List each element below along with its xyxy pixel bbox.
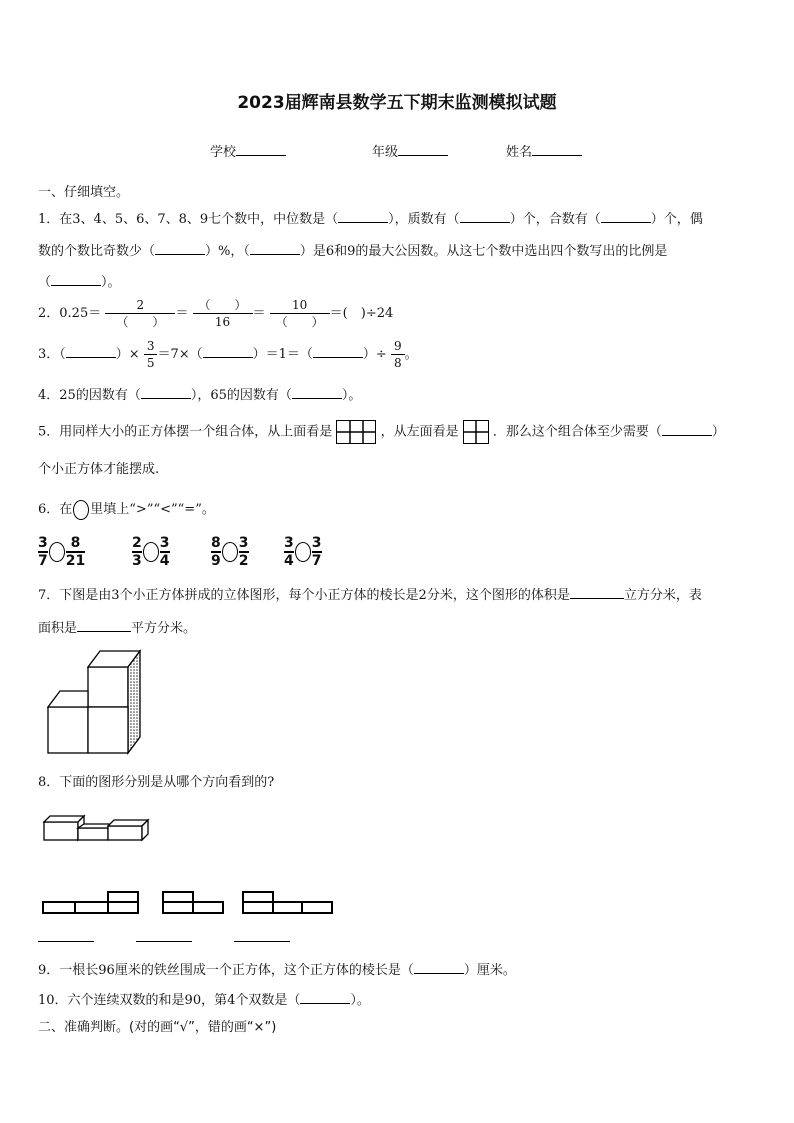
- question-7-line-2: 面积是 平方分米。: [38, 617, 196, 636]
- question-1-line-1: 1．在3、4、5、6、7、8、9七个数中，中位数是（ ），质数有（ ）个，合数有（ ）个，偶: [38, 212, 703, 227]
- question-9: 9．一根长96厘米的铁丝围成一个正方体，这个正方体的棱长是（ ）厘米。: [38, 963, 516, 978]
- answer-blank[interactable]: [77, 618, 131, 632]
- compare-circle[interactable]: [49, 542, 65, 562]
- cube-row-figure: [42, 812, 157, 844]
- answer-blank[interactable]: [300, 991, 350, 1004]
- compare-circle[interactable]: [143, 542, 159, 562]
- question-2: 2．0.25＝ $\frac{2}{( )}$ ＝ $\frac{( )}{16}$ ＝ $\frac{10}{( )}$ ＝( )÷24: [38, 298, 394, 329]
- question-6: 6．在 里填上“>”“<”“=”。: [38, 498, 215, 520]
- answer-line-1[interactable]: [38, 941, 94, 942]
- answer-blank[interactable]: [570, 585, 624, 599]
- answer-blank[interactable]: [338, 210, 388, 223]
- answer-blank[interactable]: [414, 961, 464, 974]
- answer-blank[interactable]: [313, 345, 363, 358]
- school-field[interactable]: [210, 141, 286, 160]
- answer-blank[interactable]: [51, 273, 101, 286]
- view-figure-2: [160, 890, 226, 916]
- question-1-line-2: 数的个数比奇数少（ ）%，（ ）是6和9的最大公因数。从这七个数中选出四个数写出的比例是: [38, 244, 668, 259]
- answer-blank[interactable]: [141, 386, 191, 399]
- name-label: 姓名: [506, 145, 533, 160]
- question-1-line-3: （ ）。: [38, 275, 121, 290]
- left-view-icon: [463, 420, 489, 444]
- cube-stack-figure: [40, 645, 155, 760]
- answer-blank[interactable]: [292, 386, 342, 399]
- view-figure-1: [42, 890, 140, 916]
- name-field[interactable]: [506, 141, 582, 160]
- school-blank[interactable]: [236, 142, 286, 156]
- answer-blank[interactable]: [601, 210, 651, 223]
- view-figure-3: [240, 890, 336, 916]
- compare-item-4: $\frac{3}{4}$ $\frac{3}{7}$: [284, 535, 322, 569]
- question-7-line-1: 7．下图是由3个小正方体拼成的立体图形，每个小正方体的棱长是2分米，这个图形的体积是 立方分米，表: [38, 584, 702, 603]
- grade-blank[interactable]: [398, 142, 448, 156]
- question-5-line-1: 5．用同样大小的正方体摆一个组合体，从上面看是 ，从左面看是 ．那么这个组合体至少需要（ ）: [38, 420, 725, 444]
- compare-item-1: $\frac{3}{7}$ $\frac{8}{21}$: [38, 535, 86, 569]
- compare-item-3: $\frac{8}{9}$ $\frac{3}{2}$: [211, 535, 249, 569]
- question-4: 4．25的因数有（ ），65的因数有（ ）。: [38, 388, 362, 403]
- school-label: 学校: [210, 145, 237, 160]
- compare-item-2: $\frac{2}{3}$ $\frac{3}{4}$: [132, 535, 170, 569]
- question-10: 10．六个连续双数的和是90，第4个双数是（ ）。: [38, 993, 370, 1008]
- question-8: 8．下面的图形分别是从哪个方向看到的?: [38, 775, 275, 790]
- page-title: 2023届辉南县数学五下期末监测模拟试题: [237, 93, 557, 113]
- grade-field[interactable]: [372, 141, 448, 160]
- answer-line-3[interactable]: [234, 941, 290, 942]
- question-3: 3．（ ）× $\frac{3}{5}$ ＝7×（ ）＝1＝（ ）÷ $\frac{9}{8}$ 。: [38, 339, 418, 370]
- answer-blank[interactable]: [250, 242, 300, 255]
- answer-blank[interactable]: [662, 423, 712, 436]
- answer-line-2[interactable]: [136, 941, 192, 942]
- circle-icon: [73, 500, 89, 520]
- name-blank[interactable]: [532, 142, 582, 156]
- answer-blank[interactable]: [460, 210, 510, 223]
- question-5-line-2: 个小正方体才能摆成.: [38, 462, 160, 477]
- compare-circle[interactable]: [295, 542, 311, 562]
- section-heading-2: 二、准确判断。(对的画“√”，错的画“×”): [38, 1020, 277, 1035]
- answer-blank[interactable]: [203, 345, 253, 358]
- top-view-icon: [336, 420, 376, 444]
- section-heading-1: 一、仔细填空。: [38, 185, 130, 200]
- answer-blank[interactable]: [155, 242, 205, 255]
- compare-circle[interactable]: [222, 542, 238, 562]
- grade-label: 年级: [372, 145, 399, 160]
- answer-blank[interactable]: [66, 345, 116, 358]
